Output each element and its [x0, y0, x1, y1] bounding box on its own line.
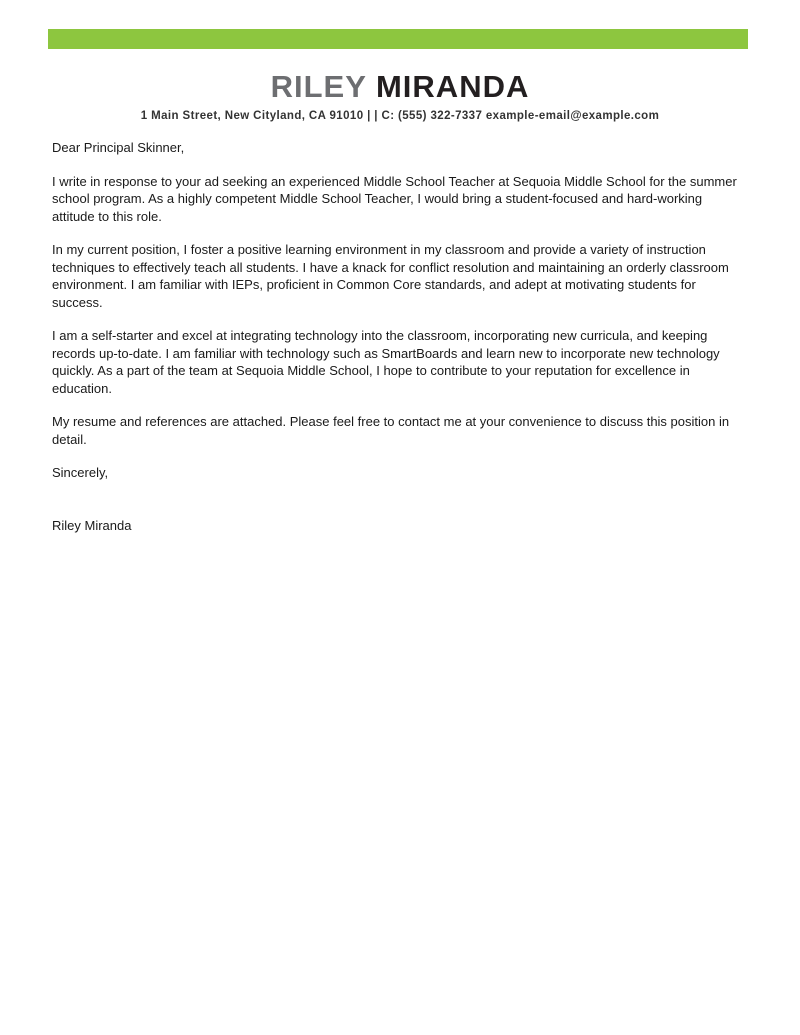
paragraph-intro: I write in response to your ad seeking an experienced Middle School Teacher at Sequoia Middle School for the summer school program. As a highly competent Middle School Teacher, I would bring a student-focused and hard-working attitude to this role. — [52, 173, 737, 224]
applicant-name — [0, 68, 800, 106]
paragraph-experience: In my current position, I foster a positive learning environment in my classroom and provide a variety of instruction techniques to effectively teach all students. I have a knack for conflict resolution and maintaining an orderly classroom environment. I am familiar with IEPs, proficient in Common Core standards, and adept at motivating students for success. — [52, 242, 729, 310]
applicant-last-name: MIRANDA — [375, 69, 530, 104]
closing: Sincerely, — [52, 465, 109, 480]
contact-line: 1 Main Street, New Cityland, CA 91010 | | C: (555) 322-7337 example-email@example.com — [140, 110, 660, 122]
salutation: Dear Principal Skinner, — [52, 140, 185, 155]
paragraph-closing: My resume and references are attached. Please feel free to contact me at your convenience to discuss this position in detail. — [52, 414, 730, 447]
accent-bar — [48, 29, 748, 49]
letter-body — [52, 139, 738, 550]
letter-header — [0, 68, 800, 122]
signature: Riley Miranda — [52, 517, 132, 533]
applicant-first-name: RILEY — [270, 69, 367, 104]
paragraph-skills: I am a self-starter and excel at integrating technology into the classroom, incorporating new curricula, and keeping records up-to-date. I am familiar with technology such as SmartBoards and learn new to incorporate new technology quickly. As a part of the team at Sequoia Middle School, I hope to contribute to your reputation for excellence in education. — [52, 328, 720, 396]
